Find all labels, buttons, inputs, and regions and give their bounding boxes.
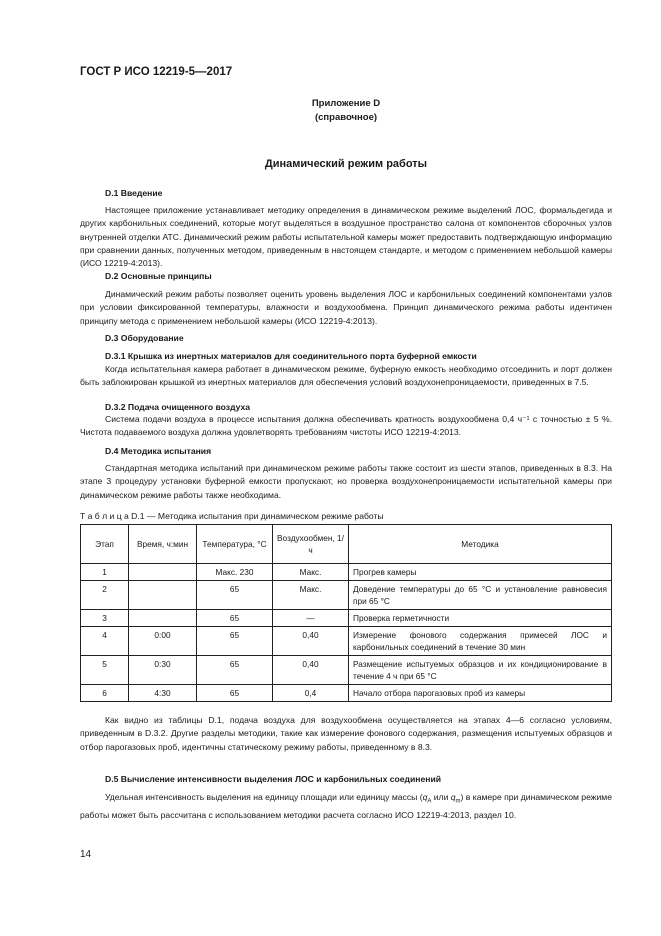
cell-temperature: 65 [197, 610, 273, 627]
section-d1-heading: D.1 Введение [105, 188, 163, 198]
cell-air-exchange: 0,40 [273, 656, 349, 685]
header-air-exchange: Воздухообмен, 1/ч [273, 525, 349, 564]
table-row [81, 685, 612, 702]
header-temperature: Температура, °С [197, 525, 273, 564]
section-d32-text: Система подачи воздуха в процессе испытания должна обеспечивать кратность воздухообмена 0,4 ч⁻¹ с точностью ± 5 %. Чистота подаваемого воздуха должна удовлетворять требованиям чистоты ИСО 12219-4:2013. [80, 414, 612, 438]
section-d5-text [80, 791, 612, 822]
table-row [81, 564, 612, 581]
appendix-title: Приложение D [311, 98, 381, 109]
cell-air-exchange: 0,40 [273, 627, 349, 656]
method-table [80, 524, 612, 702]
cell-method: Начало отбора парогазовых проб из камеры [349, 685, 612, 702]
section-d31-heading: D.3.1 Крышка из инертных материалов для соединительного порта буферной емкости [105, 351, 477, 361]
cell-stage: 6 [81, 685, 129, 702]
cell-air-exchange: 0,4 [273, 685, 349, 702]
section-d1-text: Настоящее приложение устанавливает методику определения в динамическом режиме выделений ЛОС, формальдегида и других карбонильных соединений, которые могут выделяться в воздушное пространство салона от компонентов сборочных узлов внутренней отделки АТС. Динамический режим работы испытательной камеры может предоставить подтверждающую информацию при сравнении данных, полученных методом, приведенным в настоящем стандарте, и методом с применением небольшой камеры (ИСО 12219-4:2013). [80, 205, 612, 269]
cell-time [129, 610, 197, 627]
section-d31-text: Когда испытательная камера работает в динамическом режиме, буферную емкость необходимо отсоединить и порт должен быть заблокирован крышкой из инертных материалов для обеспечения условий воздухонепроницаемости, приведенных в 7.5. [80, 364, 612, 388]
section-d32-heading: D.3.2 Подача очищенного воздуха [105, 402, 251, 412]
cell-air-exchange: Макс. [273, 564, 349, 581]
header-stage: Этап [81, 525, 129, 564]
symbol-q: q [450, 792, 456, 802]
subscript-m: m [455, 798, 461, 805]
d5-text-a: Удельная интенсивность выделения на единицу площади или единицу массы ( [105, 792, 423, 802]
section-d4-text: Стандартная методика испытаний при динамическом режиме работы также состоит из шести этапов, приведенных в 8.3. На этапе 3 процедуру установки буферной емкости пропускают, но проверка воздухонепроницаемости испытательной камеры при динамическом режиме работы также необходима. [80, 463, 612, 500]
cell-temperature: 65 [197, 627, 273, 656]
cell-method: Размещение испытуемых образцов и их кондиционирование в течение 4 ч при 65 °С [349, 656, 612, 685]
d5-text-b: ) в камере при динамическом режиме работы может быть рассчитана с использованием методики расчета согласно ИСО 12219-4:2013, раздел 10. [80, 792, 612, 821]
table-row [81, 627, 612, 656]
cell-time: 0:00 [129, 627, 197, 656]
section-d5-heading: D.5 Вычисление интенсивности выделения ЛОС и карбонильных соединений [105, 774, 442, 784]
table-row [81, 581, 612, 610]
cell-stage: 4 [81, 627, 129, 656]
header-method: Методика [349, 525, 612, 564]
cell-method: Доведение температуры до 65 °С и установление равновесия при 65 °С [349, 581, 612, 610]
table-header-row [81, 525, 612, 564]
cell-stage: 3 [81, 610, 129, 627]
symbol-q: q [422, 792, 428, 802]
cell-method: Проверка герметичности [349, 610, 612, 627]
cell-stage: 1 [81, 564, 129, 581]
section-d4-heading: D.4 Методика испытания [105, 446, 212, 456]
appendix-kind: (справочное) [314, 112, 378, 123]
cell-time: 0:30 [129, 656, 197, 685]
appendix-heading: Динамический режим работы [264, 158, 428, 170]
cell-stage: 5 [81, 656, 129, 685]
appendix-label [80, 97, 612, 125]
table-row [81, 656, 612, 685]
cell-time [129, 581, 197, 610]
cell-temperature: 65 [197, 685, 273, 702]
after-table-text: Как видно из таблицы D.1, подача воздуха для воздухообмена осуществляется на этапах 4—6 согласно условиям, приведенным в D.3.2. Другие разделы методики, такие как измерение фонового содержания, размещения испытуемых образцов и отбор парогазовых проб, идентичны статическому режиму работы, приведенному в 8.3. [80, 715, 612, 752]
cell-temperature: 65 [197, 656, 273, 685]
d5-or: или [431, 792, 451, 802]
cell-air-exchange: — [273, 610, 349, 627]
subscript-a: A [427, 798, 432, 805]
section-d3-heading: D.3 Оборудование [105, 333, 184, 343]
cell-air-exchange: Макс. [273, 581, 349, 610]
section-d2-heading: D.2 Основные принципы [105, 271, 212, 281]
document-header: ГОСТ Р ИСО 12219-5—2017 [80, 66, 233, 78]
cell-time [129, 564, 197, 581]
section-d2-text: Динамический режим работы позволяет оценить уровень выделения ЛОС и карбонильных соединений компонентами узлов при условии фиксированной температуры, влажности и воздухообмена. Принцип динамического режима работы идентичен принципу метода с применением небольшой камеры (ИСО 12219-4:2013). [80, 289, 612, 326]
cell-time: 4:30 [129, 685, 197, 702]
table-row [81, 610, 612, 627]
cell-method: Измерение фонового содержания примесей ЛОС и карбонильных соединений в течение 30 мин [349, 627, 612, 656]
cell-temperature: Макс. 230 [197, 564, 273, 581]
cell-stage: 2 [81, 581, 129, 610]
page-number: 14 [80, 849, 92, 860]
cell-temperature: 65 [197, 581, 273, 610]
cell-method: Прогрев камеры [349, 564, 612, 581]
table-caption: Т а б л и ц а D.1 — Методика испытания при динамическом режиме работы [80, 511, 384, 521]
header-time: Время, ч:мин [129, 525, 197, 564]
